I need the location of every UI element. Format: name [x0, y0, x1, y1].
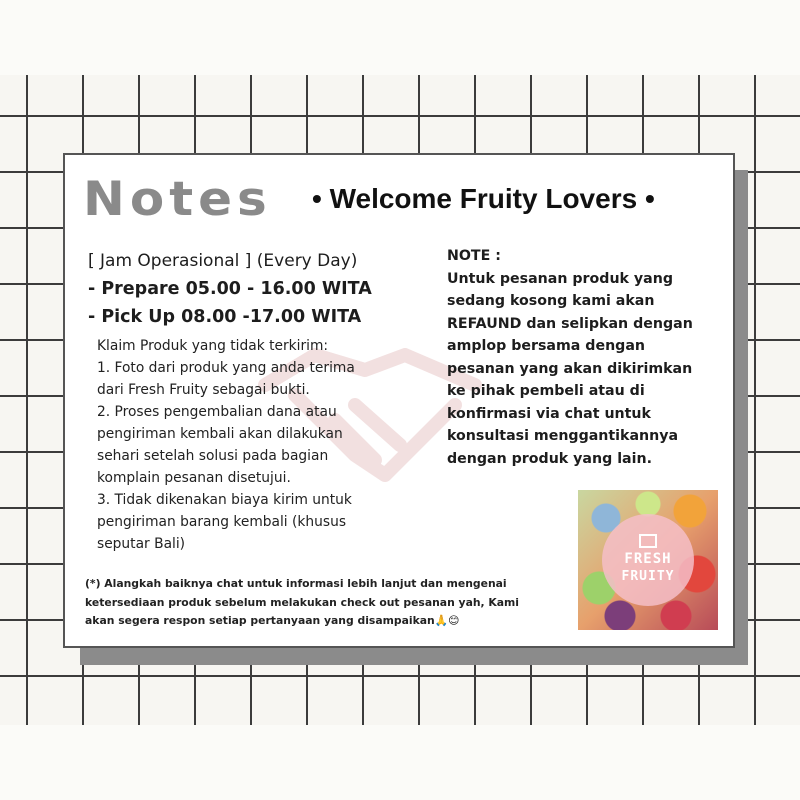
- claims-line: 1. Foto dari produk yang anda terima: [97, 360, 355, 376]
- claims-line: seputar Bali): [97, 536, 186, 552]
- note-line: ke pihak pembeli atau di: [447, 383, 645, 399]
- operating-hours: [88, 247, 372, 331]
- claims-line: komplain pesanan disetujui.: [97, 470, 291, 486]
- note-line: amplop bersama dengan: [447, 338, 646, 354]
- note-line: konsultasi menggantikannya: [447, 428, 679, 444]
- claims-section: [97, 335, 407, 555]
- footer-line: (*) Alangkah baiknya chat untuk informasi lebih lanjut dan mengenai: [85, 577, 507, 590]
- shop-icon: [639, 534, 657, 548]
- note-line: dengan produk yang lain.: [447, 450, 652, 467]
- hours-title: [ Jam Operasional ] (Every Day): [88, 251, 358, 271]
- fresh-fruity-logo: [578, 490, 718, 630]
- welcome-heading: • Welcome Fruity Lovers •: [312, 183, 655, 214]
- logo-badge: [602, 514, 694, 606]
- footer-note: [85, 575, 555, 631]
- note-line: Untuk pesanan produk yang: [447, 270, 673, 287]
- note-line: konfirmasi via chat untuk: [447, 405, 651, 422]
- note-line: NOTE :: [447, 248, 501, 264]
- logo-text-fruity: FRUITY: [621, 569, 675, 584]
- hours-pickup: - Pick Up 08.00 -17.00 WITA: [88, 307, 362, 327]
- note-line: sedang kosong kami akan: [447, 293, 655, 309]
- footer-line: akan segera respon setiap pertanyaan yang disampaikan🙏😊: [85, 614, 460, 627]
- claims-line: sehari setelah solusi pada bagian: [97, 448, 329, 464]
- logo-text-fresh: FRESH: [624, 551, 672, 567]
- note-line: pesanan yang akan dikirimkan: [447, 360, 693, 377]
- claims-line: Klaim Produk yang tidak terkirim:: [97, 338, 329, 354]
- claims-line: pengiriman kembali akan dilakukan: [97, 426, 343, 442]
- claims-line: 2. Proses pengembalian dana atau: [97, 404, 337, 420]
- footer-line: ketersediaan produk sebelum melakukan check out pesanan yah, Kami: [85, 595, 520, 609]
- claims-line: 3. Tidak dikenakan biaya kirim untuk: [97, 492, 352, 508]
- claims-line: dari Fresh Fruity sebagai bukti.: [97, 382, 310, 398]
- note-section: [447, 245, 727, 470]
- claims-line: pengiriman barang kembali (khusus: [97, 514, 347, 530]
- notes-heading: Notes: [83, 171, 272, 227]
- hours-prepare: - Prepare 05.00 - 16.00 WITA: [88, 279, 372, 299]
- note-line: REFAUND dan selipkan dengan: [447, 315, 693, 332]
